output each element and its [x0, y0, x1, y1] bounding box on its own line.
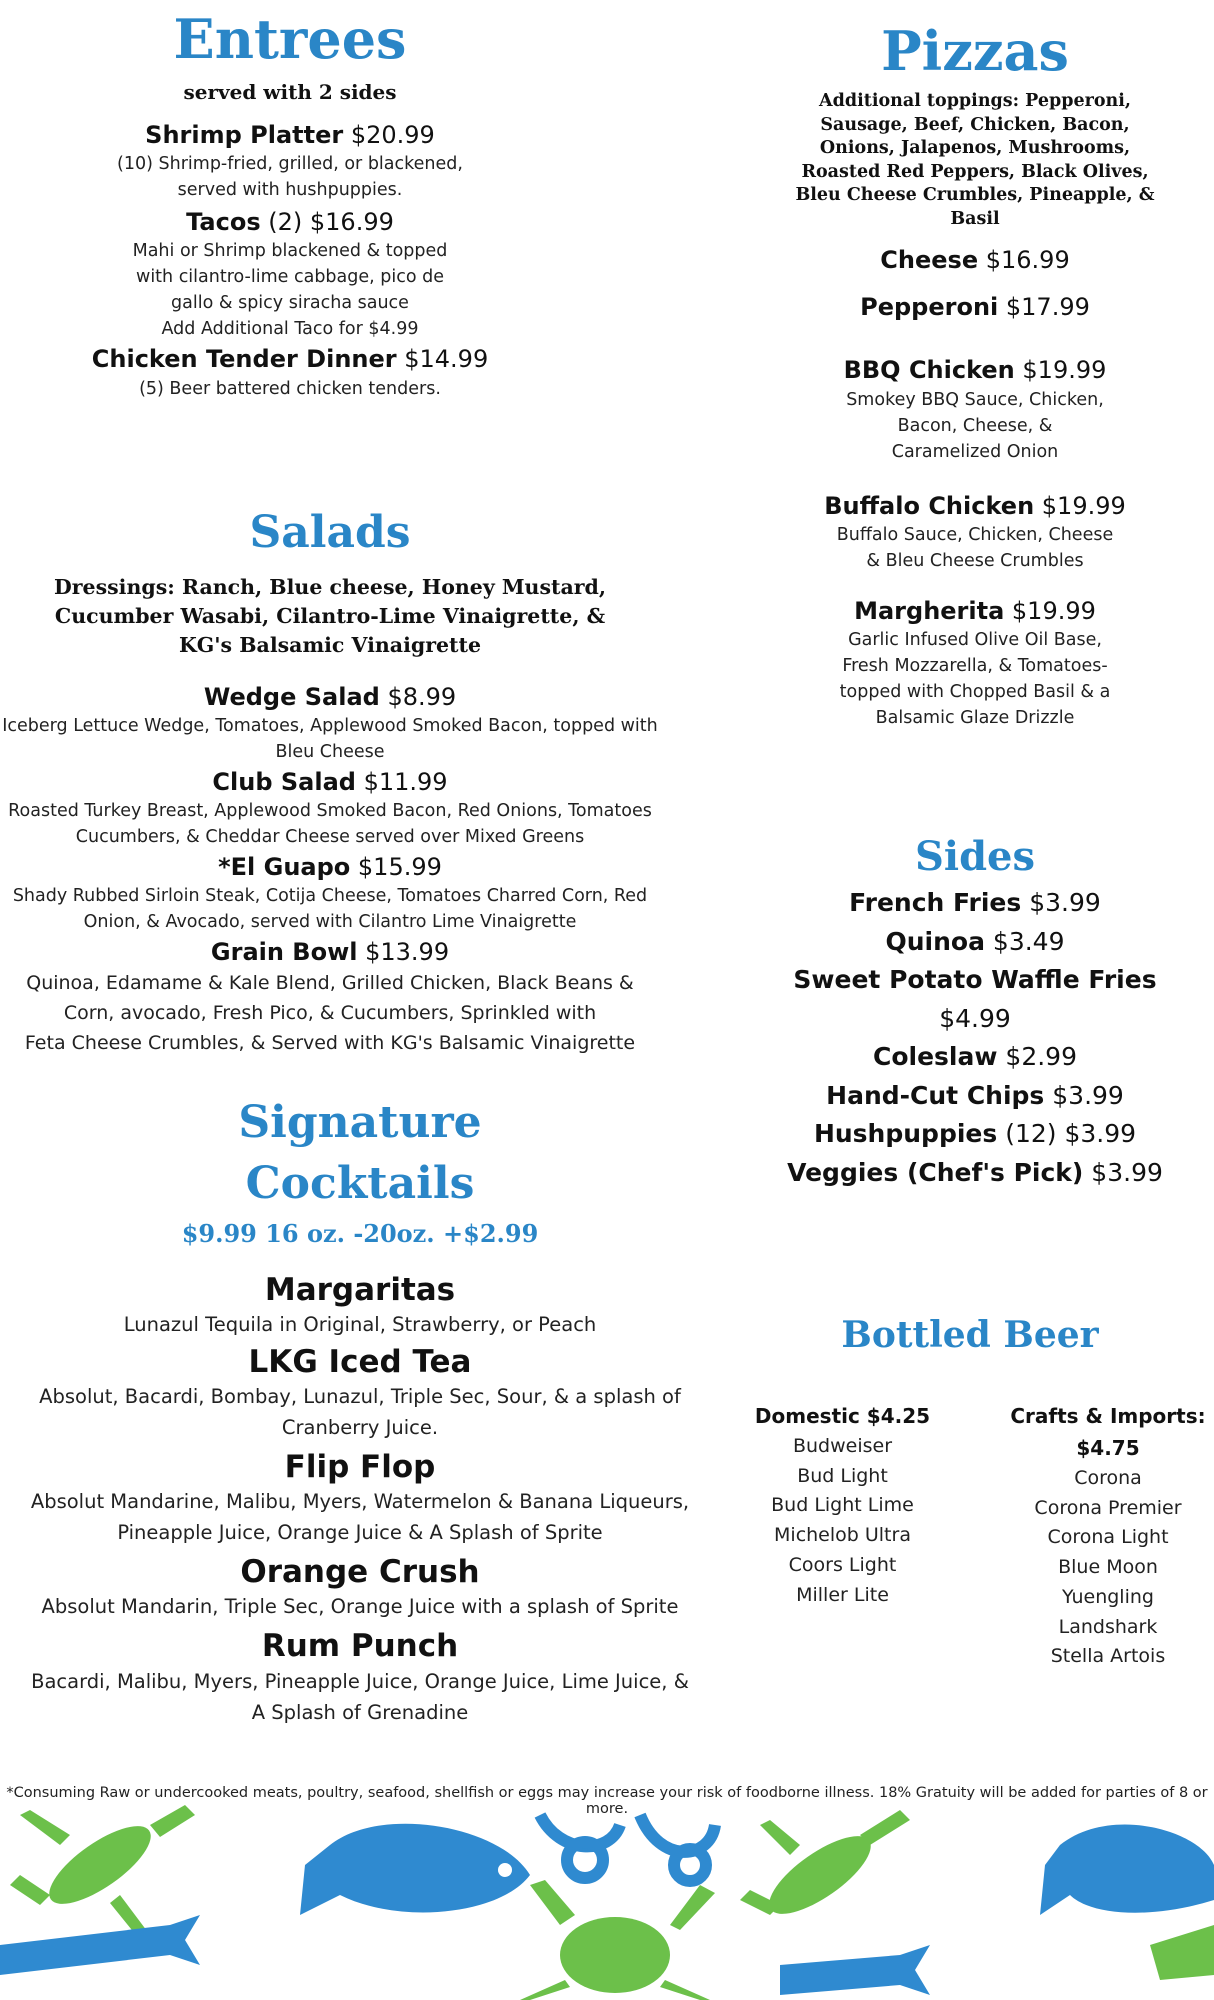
- item-price: $8.99: [379, 682, 457, 711]
- item-name: Wedge Salad: [203, 682, 380, 711]
- side-item: [760, 1038, 1190, 1077]
- item-desc: Corn, avocado, Fresh Pico, & Cucumbers, Sprinkled with: [63, 1002, 597, 1025]
- item-price: $11.99: [355, 767, 448, 796]
- side-price: $4.99: [939, 1003, 1011, 1033]
- entree-item: [0, 207, 580, 342]
- item-price: $19.99: [1034, 491, 1126, 520]
- side-item: [760, 923, 1190, 962]
- salads-section: [0, 508, 660, 1058]
- flounder-icon: [1040, 1825, 1214, 1915]
- crafts-heading: Crafts & Imports:: [1010, 1404, 1206, 1428]
- item-name: Pepperoni: [860, 293, 999, 322]
- item-desc: Caramelized Onion: [891, 441, 1059, 462]
- entree-item: [0, 120, 580, 203]
- side-price: $3.99: [1083, 1157, 1163, 1187]
- toppings-line: Onions, Jalapenos, Mushrooms,: [819, 138, 1131, 159]
- side-item: [760, 884, 1190, 923]
- cocktails-title-line2: Cocktails: [245, 1158, 475, 1209]
- sides-section: [760, 834, 1190, 1192]
- item-name: Cheese: [880, 246, 979, 275]
- beer-item: Miller Lite: [796, 1583, 889, 1606]
- entree-item: [0, 344, 580, 401]
- item-name: Shrimp Platter: [145, 121, 344, 150]
- lobster-icon: [1150, 1925, 1214, 1980]
- beer-item: Yuengling: [1062, 1585, 1154, 1608]
- wave-swirl-icon: [540, 1815, 715, 1881]
- side-item: [760, 961, 1190, 1000]
- item-desc: Balsamic Glaze Drizzle: [875, 708, 1075, 729]
- toppings-line: Bleu Cheese Crumbles, Pineapple, &: [795, 185, 1155, 206]
- item-desc: served with hushpuppies.: [177, 180, 403, 201]
- pizza-item: [740, 292, 1210, 323]
- cocktail-desc: Absolut Mandarine, Malibu, Myers, Watermelon & Banana Liqueurs,: [30, 1490, 690, 1514]
- item-desc: with cilantro-lime cabbage, pico de: [136, 267, 444, 288]
- dressings-line: Dressings: Ranch, Blue cheese, Honey Mustard,: [53, 574, 607, 599]
- pizza-toppings: [740, 90, 1210, 231]
- beer-item: Bud Light: [797, 1464, 888, 1487]
- flounder-icon: [300, 1824, 530, 1915]
- item-price: $13.99: [357, 938, 450, 967]
- cocktail-desc: Cranberry Juice.: [281, 1415, 439, 1439]
- fish-icon: [0, 1900, 200, 1975]
- beer-title: Bottled Beer: [841, 1314, 1099, 1356]
- sides-list: [760, 884, 1190, 1192]
- side-price: $3.99: [1044, 1080, 1124, 1110]
- item-price: $19.99: [1014, 356, 1107, 385]
- beer-item: Corona: [1074, 1467, 1142, 1489]
- side-name: Hand-Cut Chips: [826, 1080, 1045, 1110]
- dressings-line: KG's Balsamic Vinaigrette: [178, 632, 482, 657]
- side-item: [760, 1154, 1190, 1193]
- item-desc: Roasted Turkey Breast, Applewood Smoked Bacon, Red Onions, Tomatoes: [8, 800, 652, 821]
- lobster-icon: [740, 1810, 910, 1927]
- side-item: [760, 1115, 1190, 1154]
- item-name: BBQ Chicken: [843, 356, 1015, 385]
- cocktail-item: [20, 1344, 700, 1443]
- item-price: $16.99: [978, 246, 1070, 275]
- cocktails-section: [20, 1092, 700, 1728]
- side-price: $3.49: [984, 926, 1065, 956]
- item-desc: Bleu Cheese: [275, 741, 385, 762]
- pizza-item: [740, 491, 1210, 574]
- cocktails-price-note: $9.99 16 oz. -20oz. +$2.99: [181, 1219, 539, 1248]
- beer-crafts-column: [1004, 1400, 1212, 1672]
- side-name: Sweet Potato Waffle Fries: [793, 965, 1157, 994]
- cocktail-item: [20, 1449, 700, 1548]
- salads-title: Salads: [249, 507, 411, 558]
- item-price: $19.99: [1004, 596, 1096, 625]
- beer-item: Budweiser: [792, 1435, 893, 1457]
- side-price: (12) $3.99: [997, 1119, 1137, 1148]
- item-desc: gallo & spicy siracha sauce: [171, 293, 409, 314]
- cocktail-item: [20, 1628, 700, 1727]
- item-name: Club Salad: [212, 767, 356, 796]
- cocktail-name: Rum Punch: [261, 1628, 459, 1665]
- item-desc: Buffalo Sauce, Chicken, Cheese: [836, 524, 1114, 545]
- item-price: $15.99: [350, 852, 442, 881]
- fish-icon: [780, 1945, 930, 1995]
- item-desc: Onion, & Avocado, served with Cilantro Lime Vinaigrette: [83, 912, 577, 933]
- crab-icon: [520, 1880, 715, 2000]
- pizza-item: [740, 245, 1210, 276]
- cocktail-desc: Absolut Mandarin, Triple Sec, Orange Juice with a splash of Sprite: [41, 1595, 679, 1619]
- toppings-line: Roasted Red Peppers, Black Olives,: [801, 161, 1149, 182]
- sides-title: Sides: [914, 833, 1036, 880]
- beer-item: Landshark: [1058, 1615, 1158, 1638]
- toppings-line: Additional toppings: Pepperoni,: [819, 91, 1131, 112]
- beer-item: Coors Light: [788, 1553, 897, 1576]
- side-item: [760, 1000, 1190, 1039]
- toppings-line: Sausage, Beef, Chicken, Bacon,: [820, 114, 1130, 135]
- item-desc: Quinoa, Edamame & Kale Blend, Grilled Chicken, Black Beans &: [26, 972, 634, 995]
- cocktail-desc: Lunazul Tequila in Original, Strawberry, or Peach: [123, 1312, 597, 1336]
- cocktail-desc: Pineapple Juice, Orange Juice & A Splash of Sprite: [117, 1521, 603, 1545]
- crafts-heading-price: $4.75: [1076, 1436, 1140, 1460]
- item-desc: Fresh Mozzarella, & Tomatoes-: [842, 656, 1108, 677]
- cocktail-item: [20, 1272, 700, 1340]
- item-desc: Smokey BBQ Sauce, Chicken,: [846, 389, 1104, 410]
- cocktail-name: Orange Crush: [240, 1554, 480, 1591]
- item-desc: Add Additional Taco for $4.99: [161, 319, 419, 340]
- item-desc: Cucumbers, & Cheddar Cheese served over Mixed Greens: [75, 826, 585, 847]
- item-name: Chicken Tender Dinner: [91, 345, 397, 374]
- beer-item: Blue Moon: [1058, 1556, 1158, 1579]
- side-name: Coleslaw: [873, 1042, 998, 1071]
- salad-item: [0, 682, 660, 765]
- item-desc: Shady Rubbed Sirloin Steak, Cotija Cheese, Tomatoes Charred Corn, Red: [12, 886, 648, 907]
- beer-section: [745, 1315, 1195, 1356]
- beer-item: Corona Premier: [1034, 1496, 1182, 1519]
- pizzas-title: Pizzas: [881, 19, 1069, 83]
- item-price: $17.99: [998, 293, 1090, 322]
- cocktail-name: Margaritas: [264, 1271, 456, 1308]
- item-price: $14.99: [396, 345, 489, 374]
- salad-item: [0, 937, 660, 1058]
- item-desc: topped with Chopped Basil & a: [839, 682, 1111, 703]
- item-desc: Bacon, Cheese, &: [897, 415, 1053, 436]
- item-name: Margherita: [854, 596, 1005, 625]
- dressings-line: Cucumber Wasabi, Cilantro-Lime Vinaigrette, &: [54, 603, 606, 628]
- cocktail-desc: A Splash of Grenadine: [251, 1700, 469, 1724]
- side-name: Veggies (Chef's Pick): [787, 1157, 1084, 1187]
- cocktail-name: LKG Iced Tea: [248, 1343, 472, 1380]
- beer-domestic-column: [750, 1400, 935, 1610]
- cocktail-desc: Bacardi, Malibu, Myers, Pineapple Juice, Orange Juice, Lime Juice, &: [31, 1669, 689, 1693]
- beer-item: Corona Light: [1047, 1526, 1169, 1549]
- cocktail-item: [20, 1554, 700, 1622]
- salad-item: [0, 852, 660, 935]
- side-name: Hushpuppies: [813, 1119, 998, 1148]
- pizza-item: [740, 596, 1210, 731]
- toppings-line: Basil: [950, 208, 1000, 229]
- lobster-icon: [10, 1805, 195, 1940]
- side-name: French Fries: [849, 888, 1022, 917]
- cocktail-name: Flip Flop: [284, 1448, 436, 1485]
- item-desc: Iceberg Lettuce Wedge, Tomatoes, Applewood Smoked Bacon, topped with: [2, 715, 658, 736]
- cocktail-desc: Absolut, Bacardi, Bombay, Lunazul, Triple Sec, Sour, & a splash of: [39, 1384, 681, 1408]
- entrees-subtitle: served with 2 sides: [183, 80, 397, 105]
- entrees-title: Entrees: [173, 7, 407, 71]
- item-desc: & Bleu Cheese Crumbles: [866, 550, 1084, 571]
- item-desc: (10) Shrimp-fried, grilled, or blackened,: [117, 154, 463, 175]
- item-name: Tacos: [186, 208, 261, 237]
- item-price: $20.99: [343, 121, 435, 150]
- item-price: (2) $16.99: [260, 208, 394, 237]
- side-price: $3.99: [1021, 888, 1101, 917]
- item-desc: Garlic Infused Olive Oil Base,: [848, 630, 1102, 651]
- salad-item: [0, 767, 660, 850]
- entrees-section: [0, 8, 580, 402]
- item-desc: Mahi or Shrimp blackened & topped: [132, 241, 448, 262]
- item-name: Buffalo Chicken: [824, 491, 1035, 520]
- item-desc: Feta Cheese Crumbles, & Served with KG's Balsamic Vinaigrette: [24, 1032, 636, 1055]
- item-desc: (5) Beer battered chicken tenders.: [139, 378, 441, 399]
- seafood-decor-band: [0, 1805, 1214, 2000]
- pizza-item: [740, 355, 1210, 464]
- cocktails-title-line1: Signature: [238, 1097, 482, 1148]
- side-item: [760, 1077, 1190, 1116]
- beer-item: Stella Artois: [1050, 1645, 1166, 1668]
- footnote: *Consuming Raw or undercooked meats, poultry, seafood, shellfish or eggs may increase your risk of foodborne illness. 18% Gratuity will be added for parties of 8 or more.: [6, 1784, 1208, 1817]
- side-price: $2.99: [997, 1042, 1077, 1071]
- beer-item: Bud Light Lime: [771, 1494, 914, 1517]
- pizzas-section: [740, 20, 1210, 731]
- beer-item: Michelob Ultra: [774, 1524, 911, 1547]
- salads-dressings: [0, 573, 660, 660]
- side-name: Quinoa: [885, 926, 985, 956]
- item-name: Grain Bowl: [210, 938, 358, 967]
- item-name: *El Guapo: [218, 852, 351, 881]
- domestic-heading: Domestic $4.25: [754, 1404, 931, 1428]
